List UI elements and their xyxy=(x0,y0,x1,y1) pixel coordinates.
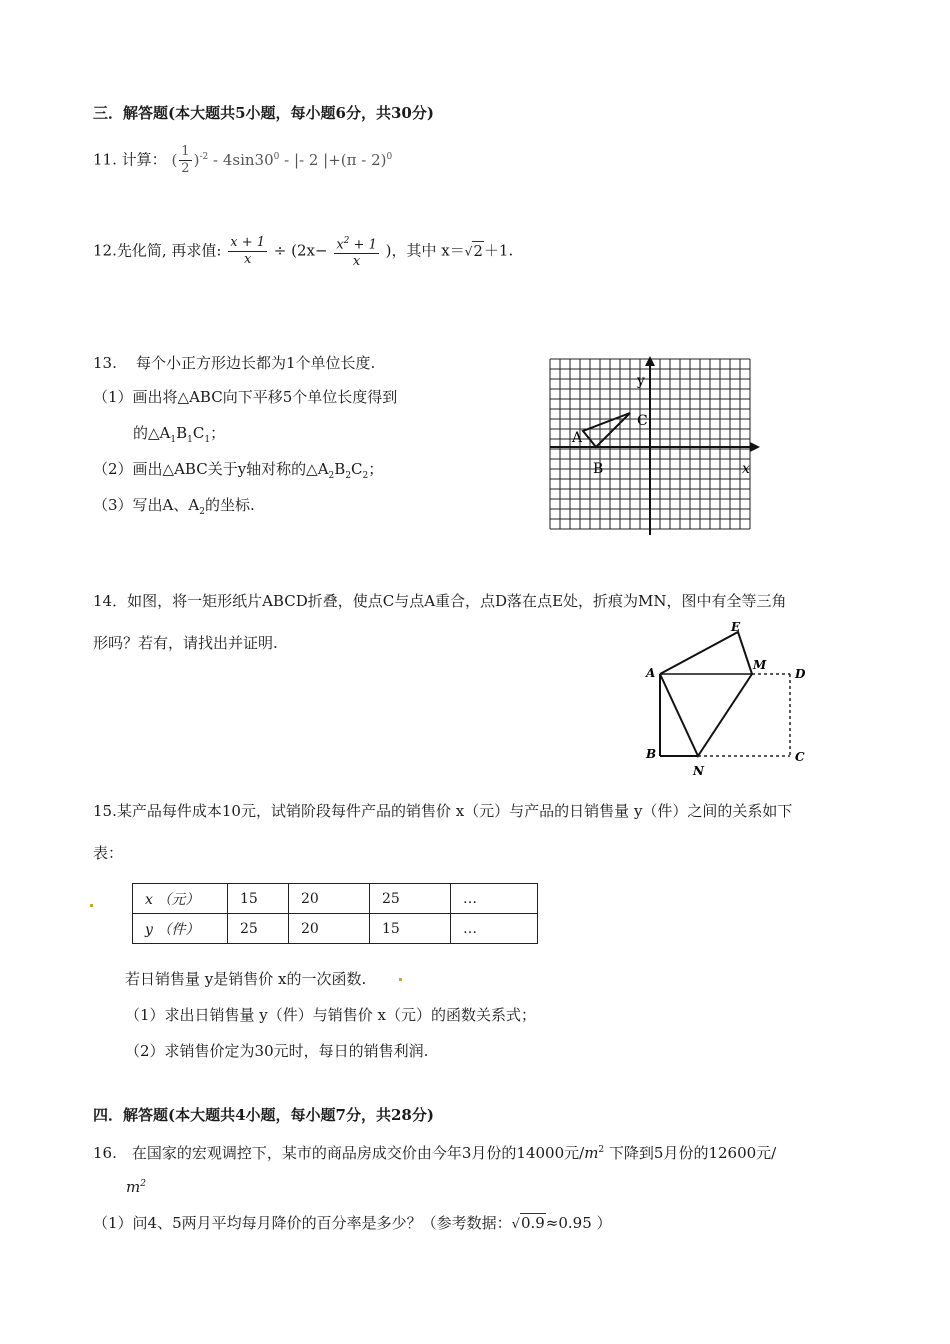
q11-sin: - 4sin30 xyxy=(208,150,274,169)
label-x: x xyxy=(742,461,750,477)
q12-frac2-den: x xyxy=(352,254,361,270)
q11-exp0: 0 xyxy=(386,151,393,162)
section-3-title: 三．解答题(本大题共5小题，每小题6分，共30分) xyxy=(93,104,434,122)
table-cell: x （元） xyxy=(133,884,228,914)
q13-part3: （3）写出A、$A_2$的坐标. xyxy=(93,496,255,517)
q12-frac1-den: x xyxy=(243,252,252,268)
table-cell: 25 xyxy=(228,914,289,944)
table-cell: 15 xyxy=(370,914,451,944)
q15-part2: （2）求销售价定为30元时，每日的销售利润. xyxy=(125,1042,429,1060)
table-cell: … xyxy=(451,914,538,944)
table-cell: 20 xyxy=(289,914,370,944)
table-cell: y （件） xyxy=(133,914,228,944)
label-a: A xyxy=(572,430,583,446)
table-cell: 25 xyxy=(370,884,451,914)
y-axis-arrow xyxy=(645,356,655,366)
q16-line1: 16. 在国家的宏观调控下，某市的商品房成交价由今年3月份的14000元$/m^2$ 下降到5月份的12600元/ xyxy=(93,1144,777,1162)
table-cell: 20 xyxy=(289,884,370,914)
table-cell: 15 xyxy=(228,884,289,914)
table-cell: … xyxy=(451,884,538,914)
q11-paren: ) xyxy=(193,150,200,169)
q11-exp: -2 xyxy=(199,151,209,162)
q11-frac-num: 1 xyxy=(181,144,190,159)
fig-label-b: B xyxy=(646,747,657,761)
q11-abs: - |- 2 | xyxy=(279,150,329,169)
question-12: 12.先化简, 再求值: $\frac{x + 1}{x}$ ÷ (2x− $\frac{x^2 + 1}{x}$ )，其中 x＝√2＋1. xyxy=(93,233,513,270)
q14-line1: 14．如图，将一矩形纸片ABCD折叠，使点C与点A重合，点D落在点E处，折痕为MN，图中有全等三角 xyxy=(93,592,787,610)
fig-label-n: N xyxy=(693,764,704,778)
q12-text: 12.先化简, 再求值: xyxy=(93,241,222,260)
fig-label-m: M xyxy=(753,658,767,672)
folded-outline xyxy=(660,632,752,756)
q12-tail: ＋1. xyxy=(483,241,514,260)
q13-number: 13. xyxy=(93,354,117,372)
label-y: y xyxy=(637,373,645,389)
q14-line2: 形吗？若有，请找出并证明. xyxy=(93,634,278,652)
x-axis-arrow xyxy=(750,442,760,452)
q15-line2: 表： xyxy=(93,844,124,862)
artifact-dot xyxy=(90,904,93,907)
section-4-title: 四．解答题(本大题共4小题，每小题7分，共28分) xyxy=(93,1106,434,1124)
q15-line1: 15.某产品每件成本10元，试销阶段每件产品的销售价 x（元）与产品的日销售量 y（件）之间的关系如下 xyxy=(93,802,793,820)
table-row xyxy=(133,914,538,944)
q11-frac-den: 2 xyxy=(181,161,190,176)
q12-close: )，其中 x＝ xyxy=(385,241,465,260)
q15-condition: 若日销售量 y是销售价 x的一次函数. xyxy=(125,970,367,988)
q13-part1b: 的$\triangle A_1B_1C_1$； xyxy=(133,424,226,445)
label-c: C xyxy=(637,413,648,429)
q11-number: 11. xyxy=(93,150,117,169)
q12-sqrt: 2 xyxy=(473,241,483,260)
q11-label: 计算： xyxy=(121,150,167,169)
q13-part2: （2）画出△ABC关于y轴对称的$\triangle A_2B_2C_2$； xyxy=(93,460,384,481)
artifact-dot xyxy=(399,978,402,981)
q14-figure xyxy=(640,615,820,780)
q16-line2: $m^2$ xyxy=(126,1178,146,1196)
fig-label-a: A xyxy=(646,666,656,680)
q13-intro: 每个小正方形边长都为1个单位长度. xyxy=(135,354,376,372)
fig-label-d: D xyxy=(795,667,806,681)
label-b: B xyxy=(593,461,604,477)
fig-label-c: C xyxy=(795,750,805,764)
q13-grid-figure xyxy=(540,350,770,540)
table-row xyxy=(133,884,538,914)
q15-table xyxy=(132,883,538,944)
q16-part1: （1）问4、5两月平均每月降价的百分率是多少？（参考数据：√0.9≈0.95 ） xyxy=(93,1214,612,1232)
q11-pi: +(π - 2) xyxy=(328,150,387,169)
q12-frac1-num: x + 1 xyxy=(230,235,265,251)
q11-deg: 0 xyxy=(273,151,280,162)
q15-part1: （1）求出日销售量 y（件）与销售价 x（元）的函数关系式； xyxy=(125,1006,537,1024)
q13-intro-line xyxy=(93,352,375,373)
q12-frac2-num: $x^2 + 1$ xyxy=(334,233,379,254)
fig-label-e: E xyxy=(731,620,741,634)
q11-formula: ( $\frac{1}{2}$ )$^{-2} - 4\sin 30^0$ - |- 2 |+(π - 2)$^0$ xyxy=(171,144,393,176)
question-11 xyxy=(93,144,392,177)
q13-part1a: （1）画出将△ABC向下平移5个单位长度得到 xyxy=(93,388,398,406)
q12-div: ÷ (2x− xyxy=(273,241,328,260)
